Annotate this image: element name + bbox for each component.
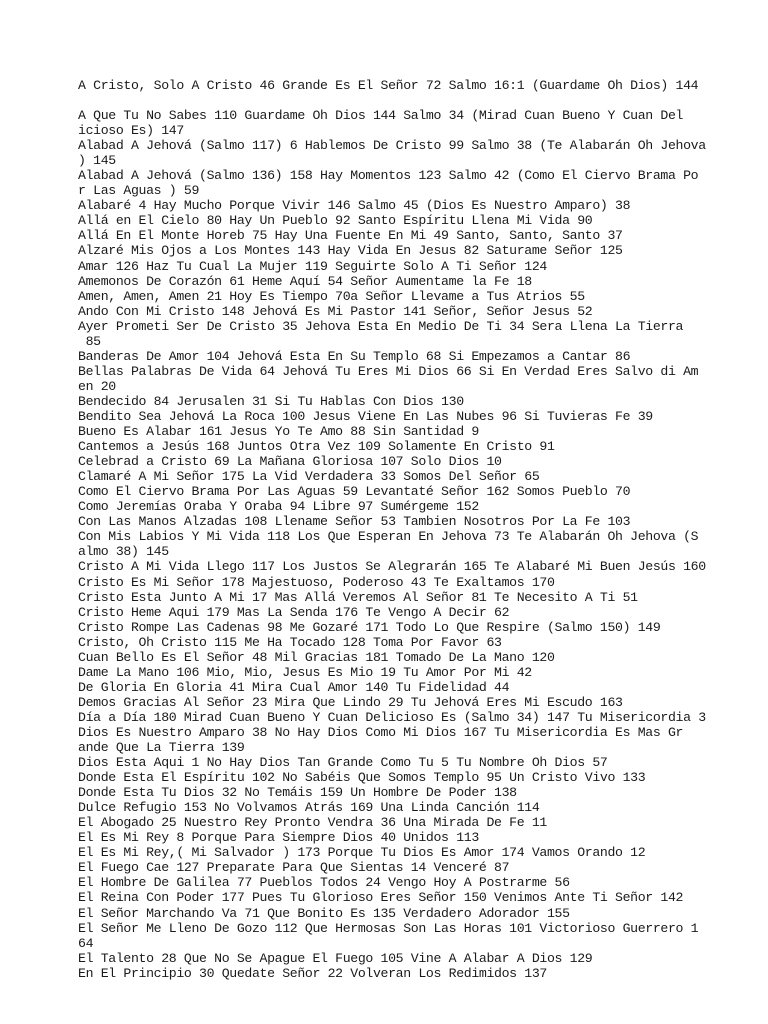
index-line: ande Que La Tierra 139 <box>78 740 245 756</box>
index-line: Dame La Mano 106 Mio, Mio, Jesus Es Mio 19 Tu Amor Por Mi 42 <box>78 664 532 680</box>
index-line: El Es Mi Rey 8 Porque Para Siempre Dios 40 Unidos 113 <box>78 830 479 846</box>
index-line: en 20 <box>78 378 116 394</box>
index-line: Clamaré A Mi Señor 175 La Vid Verdadera 33 Somos Del Señor 65 <box>78 469 540 485</box>
index-line: Día a Día 180 Mirad Cuan Bueno Y Cuan Delicioso Es (Salmo 34) 147 Tu Misericordia 3 <box>78 709 706 725</box>
index-line: Cristo Esta Junto A Mi 17 Mas Allá Veremos Al Señor 81 Te Necesito A Ti 51 <box>78 589 638 605</box>
index-line: En El Principio 30 Quedate Señor 22 Volveran Los Redimidos 137 <box>78 965 547 981</box>
index-line: El Es Mi Rey,( Mi Salvador ) 173 Porque Tu Dios Es Amor 174 Vamos Orando 12 <box>78 845 646 861</box>
index-line: Bueno Es Alabar 161 Jesus Yo Te Amo 88 Sin Santidad 9 <box>78 424 479 440</box>
index-line: A Cristo, Solo A Cristo 46 Grande Es El Señor 72 Salmo 16:1 (Guardame Oh Dios) 144 <box>78 78 699 93</box>
index-line: Allá en El Cielo 80 Hay Un Pueblo 92 Santo Espíritu Llena Mi Vida 90 <box>78 213 593 229</box>
index-line: El Reina Con Poder 177 Pues Tu Glorioso Eres Señor 150 Venimos Ante Ti Señor 142 <box>78 890 684 906</box>
index-line: Cristo A Mi Vida Llego 117 Los Justos Se Alegrarán 165 Te Alabaré Mi Buen Jesús 160 <box>78 559 706 575</box>
index-line: El Hombre De Galilea 77 Pueblos Todos 24 Vengo Hoy A Postrarme 56 <box>78 875 570 891</box>
index-line: Cristo Rompe Las Cadenas 98 Me Gozaré 171 Todo Lo Que Respire (Salmo 150) 149 <box>78 619 661 635</box>
index-line: ) 145 <box>78 153 116 169</box>
index-line: Ando Con Mi Cristo 148 Jehová Es Mi Pastor 141 Señor, Señor Jesus 52 <box>78 303 593 319</box>
index-line: Dulce Refugio 153 No Volvamos Atrás 169 Una Linda Canción 114 <box>78 800 540 816</box>
song-index-document <box>78 78 728 981</box>
index-line: Donde Esta El Espíritu 102 No Sabéis Que Somos Templo 95 Un Cristo Vivo 133 <box>78 770 646 786</box>
index-line: Amen, Amen, Amen 21 Hoy Es Tiempo 70a Señor Llevame a Tus Atrios 55 <box>78 288 585 304</box>
index-line: Cantemos a Jesús 168 Juntos Otra Vez 109 Solamente En Cristo 91 <box>78 439 555 455</box>
index-line: Amar 126 Haz Tu Cual La Mujer 119 Seguirte Solo A Ti Señor 124 <box>78 258 547 274</box>
index-line: almo 38) 145 <box>78 544 169 560</box>
index-line: El Señor Marchando Va 71 Que Bonito Es 135 Verdadero Adorador 155 <box>78 905 570 921</box>
index-line: Donde Esta Tu Dios 32 No Temáis 159 Un Hombre De Poder 138 <box>78 785 517 801</box>
blank-line <box>78 93 728 108</box>
index-line: Cristo Es Mi Señor 178 Majestuoso, Poderoso 43 Te Exaltamos 170 <box>78 574 555 590</box>
index-lines <box>78 108 728 981</box>
index-line: Demos Gracias Al Señor 23 Mira Que Lindo 29 Tu Jehová Eres Mi Escudo 163 <box>78 694 623 710</box>
index-line: El Abogado 25 Nuestro Rey Pronto Vendra 36 Una Mirada De Fe 11 <box>78 815 547 831</box>
index-line: Dios Es Nuestro Amparo 38 No Hay Dios Como Mi Dios 167 Tu Misericordia Es Mas Gr <box>78 724 684 740</box>
index-line: Con Las Manos Alzadas 108 Llename Señor 53 Tambien Nosotros Por La Fe 103 <box>78 514 631 530</box>
index-line: r Las Aguas ) 59 <box>78 183 200 199</box>
index-line: icioso Es) 147 <box>78 123 184 139</box>
index-line: Bendito Sea Jehová La Roca 100 Jesus Viene En Las Nubes 96 Si Tuvieras Fe 39 <box>78 408 653 424</box>
index-line: Amemonos De Corazón 61 Heme Aquí 54 Señor Aumentame la Fe 18 <box>78 273 532 289</box>
index-line: Alabaré 4 Hay Mucho Porque Vivir 146 Salmo 45 (Dios Es Nuestro Amparo) 38 <box>78 198 631 214</box>
index-line: Alabad A Jehová (Salmo 136) 158 Hay Momentos 123 Salmo 42 (Como El Ciervo Brama Po <box>78 168 699 184</box>
index-line: Bendecido 84 Jerusalen 31 Si Tu Hablas Con Dios 130 <box>78 393 464 409</box>
index-line: El Talento 28 Que No Se Apague El Fuego 105 Vine A Alabar A Dios 129 <box>78 950 593 966</box>
index-line: Allá En El Monte Horeb 75 Hay Una Fuente En Mi 49 Santo, Santo, Santo 37 <box>78 228 623 244</box>
index-line: Con Mis Labios Y Mi Vida 118 Los Que Esperan En Jehova 73 Te Alabarán Oh Jehova (S <box>78 529 699 545</box>
index-line: Banderas De Amor 104 Jehová Esta En Su Templo 68 Si Empezamos a Cantar 86 <box>78 348 631 364</box>
index-line: El Señor Me Lleno De Gozo 112 Que Hermosas Son Las Horas 101 Victorioso Guerrero 1 <box>78 920 699 936</box>
index-line: Dios Esta Aqui 1 No Hay Dios Tan Grande Como Tu 5 Tu Nombre Oh Dios 57 <box>78 755 608 771</box>
index-line: A Que Tu No Sabes 110 Guardame Oh Dios 144 Salmo 34 (Mirad Cuan Bueno Y Cuan Del <box>78 108 684 124</box>
index-line: Ayer Prometi Ser De Cristo 35 Jehova Esta En Medio De Ti 34 Sera Llena La Tierra <box>78 318 684 334</box>
index-line: 85 <box>78 333 101 349</box>
index-line: El Fuego Cae 127 Preparate Para Que Sientas 14 Venceré 87 <box>78 860 510 876</box>
index-line: Bellas Palabras De Vida 64 Jehová Tu Eres Mi Dios 66 Si En Verdad Eres Salvo di Am <box>78 363 699 379</box>
index-line: Cristo, Oh Cristo 115 Me Ha Tocado 128 Toma Por Favor 63 <box>78 634 502 650</box>
index-line: Como Jeremías Oraba Y Oraba 94 Libre 97 Sumérgeme 152 <box>78 499 479 515</box>
index-line: Alabad A Jehová (Salmo 117) 6 Hablemos De Cristo 99 Salmo 38 (Te Alabarán Oh Jehova <box>78 138 706 154</box>
index-line: Cristo Heme Aqui 179 Mas La Senda 176 Te Vengo A Decir 62 <box>78 604 510 620</box>
index-line: De Gloria En Gloria 41 Mira Cual Amor 140 Tu Fidelidad 44 <box>78 679 510 695</box>
index-line: Celebrad a Cristo 69 La Mañana Gloriosa 107 Solo Dios 10 <box>78 454 502 470</box>
index-line: Como El Ciervo Brama Por Las Aguas 59 Levantaté Señor 162 Somos Pueblo 70 <box>78 484 631 500</box>
index-line: Cuan Bello Es El Señor 48 Mil Gracias 181 Tomado De La Mano 120 <box>78 649 555 665</box>
index-line: 64 <box>78 935 94 951</box>
index-line: Alzaré Mis Ojos a Los Montes 143 Hay Vida En Jesus 82 Saturame Señor 125 <box>78 243 623 259</box>
